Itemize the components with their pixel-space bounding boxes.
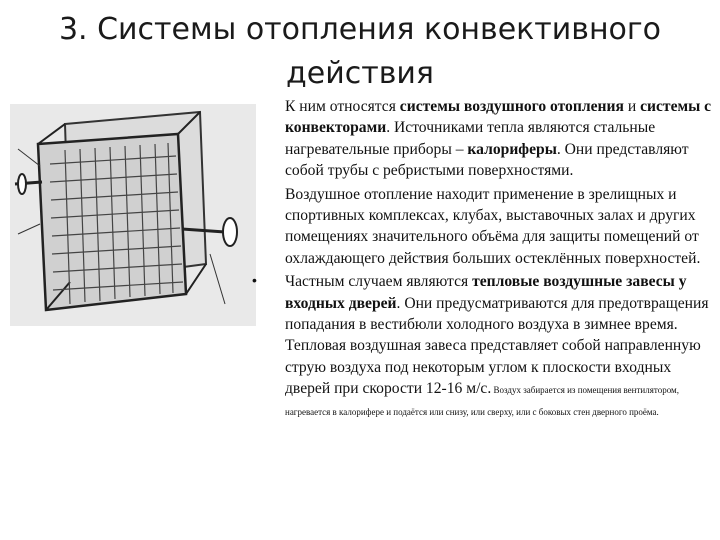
p3-small-note: Воздух забирается из помещения вентилятором, нагревается в калорифере и подаётся или снизу, или сверху, или с боковых стен дверного проёма. [285,385,679,417]
calorifer-illustration [10,104,256,326]
p1-text-1: К ним относятся [285,98,400,115]
p3-text-1: Частным случаем являются [285,273,473,291]
paragraph-calorifers [252,96,718,182]
p1-bold-convectors: системы с конвекторами [285,98,712,137]
p1-bold-air-heating: системы воздушного отопления [399,98,624,115]
content-bullets [252,96,718,421]
p1-text-4: . Они представляют собой трубы с ребристыми поверхностями. [285,140,689,180]
p1-text-3: . Источниками тепла являются стальные нагревательные приборы – [285,119,656,158]
bullet-mark: • [252,272,257,289]
p2-text: Воздушное отопление находит применение в зрелищных и спортивных комплексах, клубах, выставочных залах и других помещениях значительного объёма для защиты помещений от охлаждающего действия больших остеклённых поверхностей. [285,185,701,267]
title-line-1: 3. Системы отопления конвективного [58,12,662,47]
p1-bold-calorifers: калориферы [467,140,557,158]
title-line-2: действия [286,56,434,91]
p3-bold-air-curtains: тепловые воздушные завесы у входных дверей [285,273,687,312]
paragraph-air-curtains [252,271,718,421]
heater-calorifer-drawing-icon [10,104,256,326]
p3-text-2: . Они предусматриваются для предотвращения попадания в вестибюли холодного воздуха в зимнее время. Тепловая воздушная завеса представляет собой направленную струю воздуха под некоторым углом к плоскости входных дверей при скорости 12-16 м/с. [285,294,709,398]
p1-text-2: и [623,98,641,115]
paragraph-air-heating [252,184,718,270]
slide-title [20,8,700,96]
